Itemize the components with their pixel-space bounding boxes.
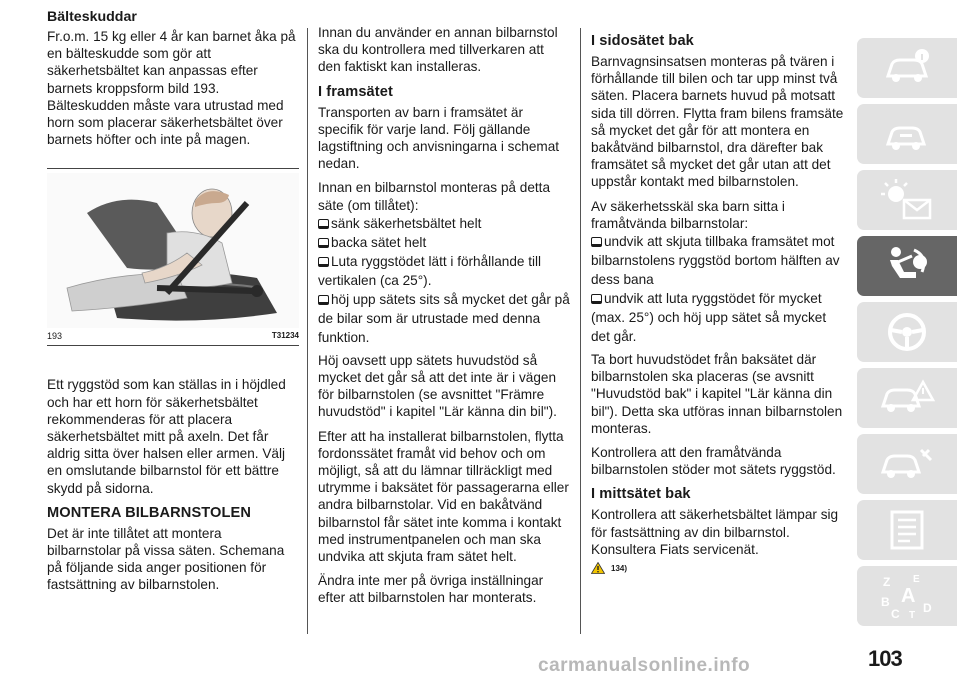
list-item: backa sätet helt — [318, 233, 570, 252]
bullet-icon — [318, 295, 329, 305]
index-letters-icon — [877, 572, 937, 620]
index-letter: E — [913, 574, 920, 585]
tab-emergency[interactable] — [857, 368, 957, 428]
section-heading: MONTERA BILBARNSTOLEN — [47, 504, 251, 521]
bullet-icon — [318, 257, 329, 267]
paragraph: Kontrollera att den framåtvända bilbarnstolen stöder mot sätets ryggstöd. — [591, 445, 836, 478]
paragraph: Av säkerhetsskäl ska barn sitta i framåtvända bilbarnstolar: — [591, 198, 785, 231]
bullet-icon — [591, 237, 602, 247]
subsection-heading: I framsätet — [318, 83, 393, 100]
tab-starting-driving[interactable] — [857, 302, 957, 362]
column-middle — [318, 24, 570, 614]
warning-light-icon — [880, 178, 934, 222]
figure-number: 193 — [47, 331, 63, 342]
subsection-heading: I mittsätet bak — [591, 486, 691, 503]
list-item: höj upp sätets sits så mycket det går på de bilar som är utrustade med denna funktion. — [318, 291, 570, 345]
tab-safety[interactable] — [857, 236, 957, 296]
index-letter: D — [923, 601, 932, 615]
bullet-icon — [591, 294, 602, 304]
subsection-heading: I sidosätet bak — [591, 33, 694, 49]
bullet-icon — [318, 238, 329, 248]
paragraph: Fr.o.m. 15 kg eller 4 år kan barnet åka på en bälteskudde som gör att säkerhetsbältet kan anpassas efter barnets kroppsform bild 193. Bälteskudden måste vara utrustad med horn som placerar säkerhetsbältet över barnets höfter och inte på magen. — [47, 29, 296, 148]
figure-booster-seat — [47, 168, 299, 328]
paragraph: Ett ryggstöd som kan ställas in i höjdled och har ett horn för säkerhetsbältet rekommenderas för att placera säkerhetsbältet mitt på axeln. Det får aldrig sitta över halsen eller armen. Välj en omslutande bilbarnstol för ett bättre skydd på sidorna. — [47, 377, 286, 496]
airbag-seat-icon — [882, 244, 932, 288]
tab-car-info[interactable] — [857, 38, 957, 98]
list-item: undvik att skjuta tillbaka framsätet mot bilbarnstolens ryggstöd bortom hälften av dess bana — [591, 234, 840, 288]
bullet-icon — [318, 219, 329, 229]
tab-car-key[interactable] — [857, 104, 957, 164]
bullet-list — [318, 214, 570, 347]
chapter-tabs — [857, 38, 957, 632]
bullet-list — [591, 232, 845, 346]
paragraph: Ta bort huvudstödet från baksätet där bilbarnstolen ska placeras (se avsnitt "Huvudstöd bak" i kapitel "Lär känna din bil"). Detta ska utföras innan bilbarnstolen monteras. — [591, 352, 843, 436]
paragraph: Ändra inte mer på övriga inställningar efter att bilbarnstolen har monterats. — [318, 573, 544, 606]
paragraph: Innan du använder en annan bilbarnstol ska du kontrollera med tillverkaren att den faktiskt kan installeras. — [318, 25, 558, 75]
list-item: sänk säkerhetsbältet helt — [318, 214, 570, 233]
warning-reference[interactable]: 134) — [591, 562, 845, 574]
paragraph: Innan en bilbarnstol monteras på detta säte (om tillåtet): — [318, 180, 551, 213]
paragraph: Det är inte tillåtet att montera bilbarnstolar på vissa säten. Schemana på följande sida anger positionen för fastsättning av bilbarnstolen. — [47, 525, 285, 593]
list-item: Luta ryggstödet lätt i förhållande till vertikalen (ca 25°). — [318, 253, 542, 288]
page-number: 103 — [868, 646, 902, 671]
column-divider — [580, 28, 581, 634]
figure-caption — [47, 328, 299, 346]
column-left — [47, 8, 299, 601]
car-info-icon — [882, 48, 932, 88]
list-item: undvik att luta ryggstödet för mycket (max. 25°) och höj upp sätet så mycket det går. — [591, 291, 827, 345]
watermark: carmanualsonline.info — [538, 655, 751, 676]
paragraph: Efter att ha installerat bilbarnstolen, flytta fordonssätet framåt vid behov och om möjligt, så att du lämnar tillräckligt med utrymme i baksätet för passagerarna eller andra bilbarnstolar. Vid en bakåtvänd bilbarnstol får sätet inte komma i kontakt med instrumentpanelen och man ska undvika att skjuta fram sätet helt. — [318, 428, 569, 565]
figure-code: T31234 — [271, 331, 299, 341]
index-letter: C — [891, 607, 900, 620]
child-booster-illustration — [47, 173, 299, 328]
index-letter: T — [909, 610, 916, 620]
paragraph: Kontrollera att säkerhetsbältet lämpar sig för fastsättning av din bilbarnstol. Konsultera Fiats servicenät. — [591, 507, 839, 557]
index-letter: A — [901, 585, 916, 607]
steering-wheel-icon — [882, 310, 932, 354]
car-key-icon — [882, 114, 932, 154]
car-service-icon — [879, 442, 935, 486]
tab-maintenance[interactable] — [857, 434, 957, 494]
column-right — [591, 32, 845, 574]
column-divider — [307, 28, 308, 634]
paragraph: Transporten av barn i framsätet är specifik för varje land. Följ gällande lagstiftning och anvisningarna i schemat nedan. — [318, 104, 560, 172]
subsection-heading: Bälteskuddar — [47, 9, 137, 25]
index-letter: B — [881, 595, 890, 609]
tab-technical-data[interactable] — [857, 500, 957, 560]
paragraph: Barnvagnsinsatsen monteras på tvären i förhållande till bilen och tar upp minst två säten. Placera barnets huvud på motsatt sida till dörren. Flytta fram bilens framsäte så mycket det går för att montera en bakåtvänd bilbarnstol, dra därefter bak framsätet så mycket det går utan att det uppstår kontakt med bilbarnstolen. — [591, 54, 844, 190]
paragraph: Höj oavsett upp sätets huvudstöd så mycket det går så att det inte är i vägen för bilbarnstolen (se avsnittet "Främre huvudstöd" i kapitel "Lär känna din bil"). — [318, 352, 557, 420]
car-warning-icon — [879, 376, 935, 420]
index-letter: Z — [883, 575, 891, 589]
checklist-icon — [882, 508, 932, 552]
tab-warning-lights[interactable] — [857, 170, 957, 230]
tab-index[interactable] — [857, 566, 957, 626]
warning-triangle-icon — [591, 562, 605, 574]
